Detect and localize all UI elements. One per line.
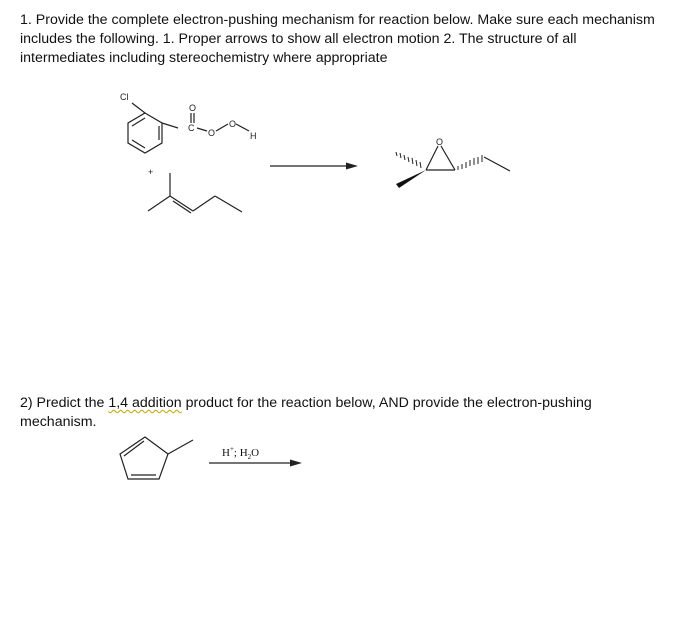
epoxide-product [426, 146, 510, 171]
reagent-h: H [222, 447, 230, 459]
solid-wedge [396, 170, 426, 188]
hashed-wedge-left [396, 152, 421, 168]
chlorine-label: Cl [120, 92, 129, 102]
hashed-wedge-right [458, 155, 482, 170]
reaction-arrow-1 [270, 163, 358, 170]
hydrogen-label: H [250, 131, 257, 141]
carbonyl-carbon-label: C [188, 123, 195, 133]
reaction-arrow-2 [209, 460, 302, 467]
reagent-label [222, 445, 259, 461]
methylcyclopentadiene-structure [120, 437, 193, 479]
reagent-plus: + [229, 445, 234, 453]
ester-oxygen-label: O [208, 128, 216, 138]
carbonyl-oxygen-label: O [189, 103, 197, 113]
peroxy-oxygen-label: O [229, 119, 237, 129]
alkene-structure [148, 173, 242, 213]
question-1-text: 1. Provide the complete electron-pushing mechanism for reaction below. Make sure each mechanism includes the following. 1. Proper arrows to show all electron motion 2. The structure of all intermediates including stereochemistry where appropriate [20, 12, 655, 66]
epoxide-oxygen-label: O [436, 137, 444, 147]
plus-sign: + [148, 167, 154, 177]
reagent-subscript: 2 [247, 453, 252, 461]
reagent-oxygen: O [251, 447, 260, 459]
spellcheck-underlined-term: 1,4 addition [108, 395, 182, 411]
question-2-after: product for the reaction below, AND provide the electron-pushing mechanism. [20, 395, 592, 430]
question-2-before: 2) Predict the [20, 395, 109, 411]
reagent-separator: ; H [233, 447, 248, 459]
